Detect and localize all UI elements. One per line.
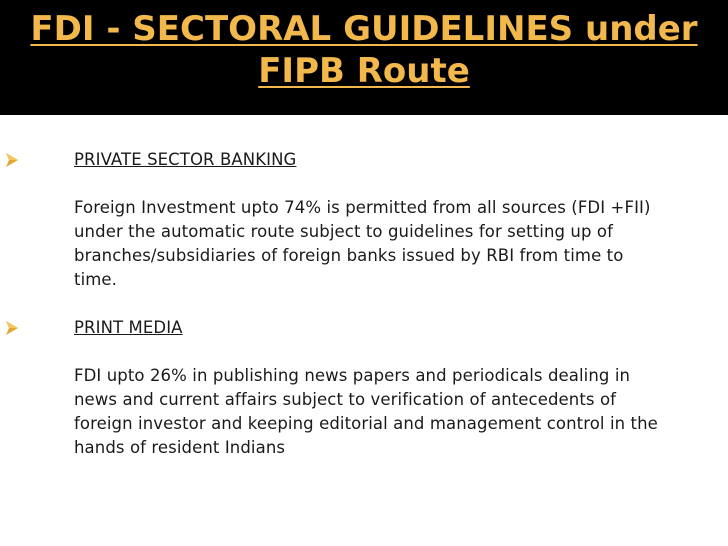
arrow-bullet-icon <box>4 320 20 336</box>
body-line: branches/subsidiaries of foreign banks issued by RBI from time to <box>74 246 624 265</box>
body-line: under the automatic route subject to guidelines for setting up of <box>74 222 613 241</box>
title-band <box>0 0 728 115</box>
bullet-heading: PRINT MEDIA <box>74 318 183 337</box>
arrow-bullet-icon <box>4 152 20 168</box>
bullet-item-print-media <box>50 316 690 460</box>
body-line: FDI upto 26% in publishing news papers and periodicals dealing in <box>74 366 631 385</box>
bullet-heading: PRIVATE SECTOR BANKING <box>74 150 297 169</box>
body-line: Foreign Investment upto 74% is permitted from all sources (FDI +FII) <box>74 198 651 217</box>
bullet-list <box>0 148 728 460</box>
slide-title <box>0 8 728 92</box>
bullet-item-private-sector-banking <box>50 148 690 292</box>
body-line: time. <box>74 270 118 289</box>
body-line: news and current affairs subject to verification of antecedents of <box>74 390 617 409</box>
body-line: hands of resident Indians <box>74 438 286 457</box>
bullet-body <box>74 196 690 292</box>
body-line: foreign investor and keeping editorial and management control in the <box>74 414 658 433</box>
slide-title-line-1: FDI - SECTORAL GUIDELINES under <box>30 9 698 49</box>
slide-title-line-2: FIPB Route <box>258 51 470 91</box>
bullet-body <box>74 364 690 460</box>
